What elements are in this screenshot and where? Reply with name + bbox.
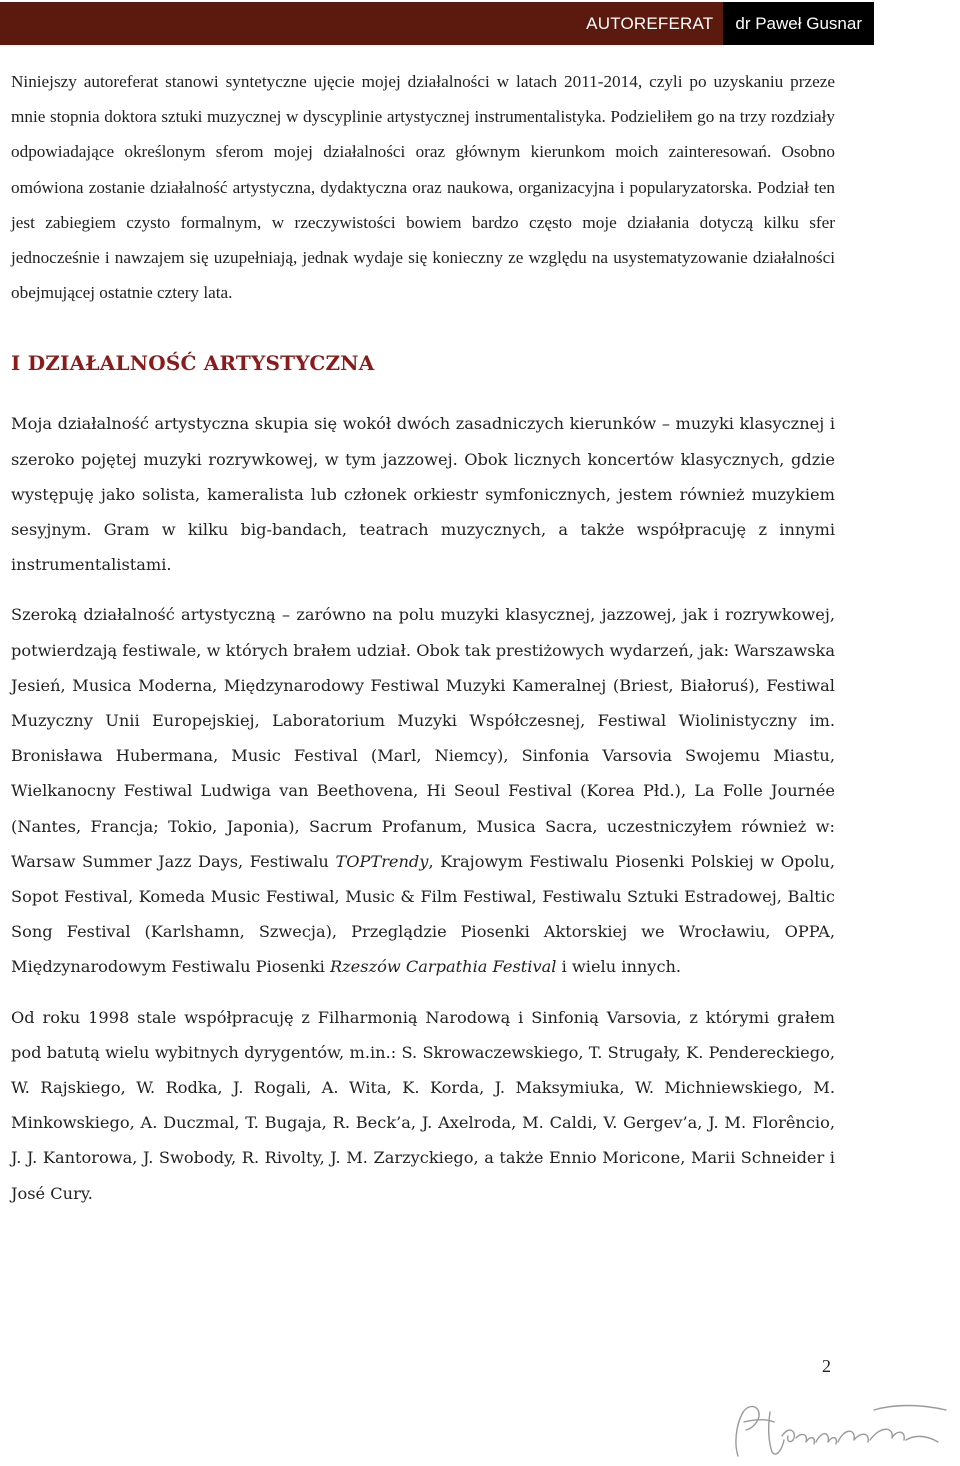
header-author: dr Paweł Gusnar <box>723 2 874 45</box>
handwritten-signature-icon <box>724 1396 954 1462</box>
document-body <box>11 64 835 1211</box>
paragraph-2-text-1: Szeroką działalność artystyczną – zarówno na polu muzyki klasycznej, jazzowej, jak i rozrywkowej, potwierdzają festiwale, w których brałem udział. Obok tak prestiżowych wydarzeń, jak: Warszawska Jesień, Musica Moderna, Międzynarodowy Festiwal Muzyki Kameralnej (Briest, Białoruś), Festiwal Muzyczny Unii Europejskiej, Laboratorium Muzyki Współczesnej, Festiwal Wiolinistyczny im. Bronisława Hubermana, Music Festival (Marl, Niemcy), Sinfonia Varsovia Swojemu Miastu, Wielkanocny Festiwal Ludwiga van Beethovena, Hi Seoul Festival (Korea Płd.), La Folle Journée (Nantes, Francja; Tokio, Japonia), Sacrum Profanum, Musica Sacra, uczestniczyłem również w: Warsaw Summer Jazz Days, Festiwalu <box>11 605 835 871</box>
paragraph-2-italic-1: TOPTrendy <box>335 851 429 871</box>
paragraph-2-italic-2: Rzeszów Carpathia Festival <box>329 957 557 977</box>
header-title: AUTOREFERAT <box>586 13 714 33</box>
body-paragraph-3: Od roku 1998 stale współpracuję z Filharmonią Narodową i Sinfonią Varsovia, z którymi grałem pod batutą wielu wybitnych dyrygentów, m.in.: S. Skrowaczewskiego, T. Strugały, K. Pendereckiego, W. Rajskiego, W. Rodka, J. Rogali, A. Wita, K. Korda, J. Maksymiuka, W. Michniewskiego, M. Minkowskiego, A. Duczmal, T. Bugaja, R. Beck’a, J. Axelroda, M. Caldi, V. Gergev’a, J. M. Florêncio, J. J. Kantorowa, J. Swobody, R. Rivolty, J. M. Zarzyckiego, a także Ennio Moricone, Marii Schneider i José Cury. <box>11 1007 835 1203</box>
body-paragraph-2 <box>11 597 835 984</box>
page-header <box>0 2 874 45</box>
section-heading: I DZIAŁALNOŚĆ ARTYSTYCZNA <box>11 351 375 376</box>
body-paragraph-1: Moja działalność artystyczna skupia się wokół dwóch zasadniczych kierunków – muzyki klasycznej i szeroko pojętej muzyki rozrywkowej, w tym jazzowej. Obok licznych koncertów klasycznych, gdzie występuję jako solista, kameralista lub członek orkiestr symfonicznych, jestem również muzykiem sesyjnym. Gram w kilku big-bandach, teatrach muzycznych, a także współpracuję z innymi instrumentalistami. <box>11 414 835 575</box>
paragraph-2-text-3: i wielu innych. <box>556 957 682 977</box>
paragraph-2-text-2: , Krajowym Festiwalu Piosenki Polskiej w Opolu, Sopot Festival, Komeda Music Festiwal, Music & Film Festiwal, Festiwalu Sztuki Estradowej, Baltic Song Festival (Karlshamn, Szwecja), Przeglądzie Piosenki Aktorskiej we Wrocławiu, OPPA, Międzynarodowym Festiwalu Piosenki <box>11 851 835 977</box>
page-number: 2 <box>822 1356 831 1376</box>
intro-paragraph: Niniejszy autoreferat stanowi syntetyczne ujęcie mojej działalności w latach 2011-2014, czyli po uzyskaniu przeze mnie stopnia doktora sztuki muzycznej w dyscyplinie artystycznej instrumentalistyka. Podzieliłem go na trzy rozdziały odpowiadające określonym sferom mojej działalności oraz głównym kierunkom moich zainteresowań. Osobno omówiona zostanie działalność artystyczna, dydaktyczna oraz naukowa, organizacyjna i popularyzatorska. Podział ten jest zabiegiem czysto formalnym, w rzeczywistości bowiem bardzo często moje działania dotyczą kilku sfer jednocześnie i nawzajem się uzupełniają, jednak wydaje się konieczny ze względu na usystematyzowanie działalności obejmującej ostatnie cztery lata. <box>11 72 835 303</box>
